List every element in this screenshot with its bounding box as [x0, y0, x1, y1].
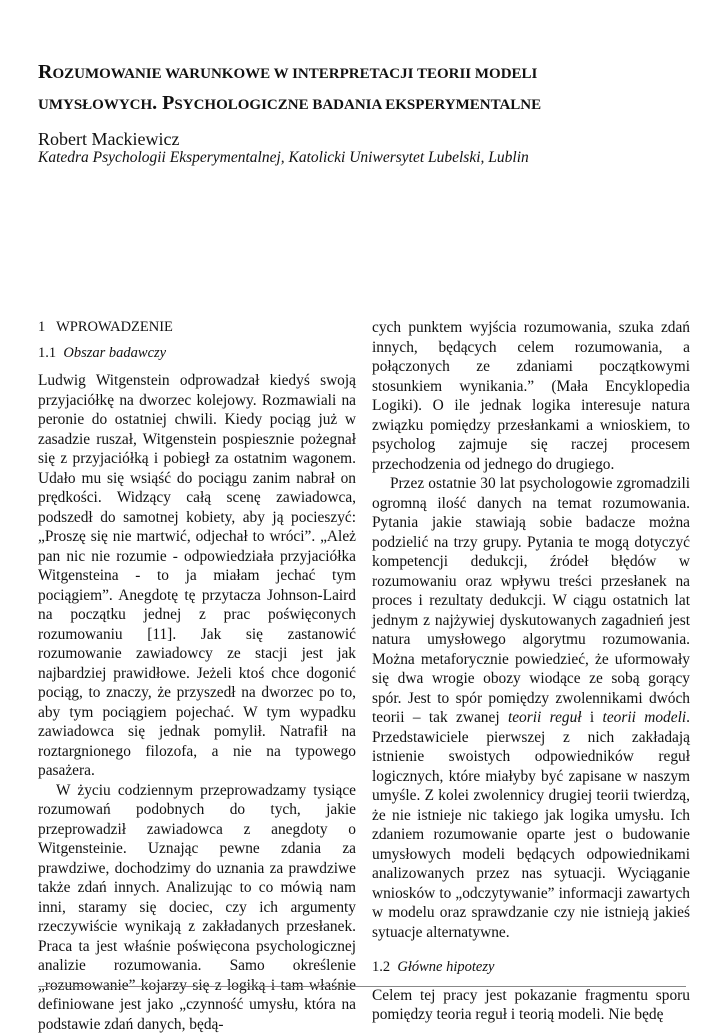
paragraph: Celem tej pracy jest pokazanie fragmentu sporu pomiędzy teoria reguł i teorią modeli. Nie będę: [372, 986, 690, 1025]
footer-rule: [38, 986, 686, 987]
paragraph: cych punktem wyjścia rozumowania, szuka zdań innych, będących celem rozumowania, a połączonych ze zdaniami początkowymi stosunkiem wynikania.” (Mała Encyklopedia Logiki). O ile jednak logika interesuje natura związku pomiędzy przesłankami a wnioskiem, to psycholog zajmuje się raczej procesem przechodzenia od jednego do drugiego.: [372, 318, 690, 474]
title-line-2: UMYSŁOWYCH. PSYCHOLOGICZNE BADANIA EKSPERYMENTALNE: [38, 92, 541, 114]
paragraph: Przez ostatnie 30 lat psychologowie zgromadzili ogromną ilość danych na temat rozumowania. Pytania jakie stawiają sobie badacze można podzielić na trzy grupy. Pytania te mogą dotyczyć kompetencji dedukcji, źródeł błędów w rozumowaniu oraz wpływu treści przesłanek na proces i rezultaty dedukcji. W ciągu ostatnich lat jednym z najżywiej dyskutowanych zagadnień jest natura umysłowego algorytmu rozumowania. Można metaforycznie powiedzieć, że uformowały się dwa wrogie obozy wiodące ze sobą gorący spór. Jest to spór pomiędzy zwolennikami dwóch teorii – tak zwanej teorii reguł i teorii modeli. Przedstawiciele pierwszej z nich zakładają istnienie swoistych odpowiedników reguł logicznych, które miałyby być zapisane w naszym umyśle. Z kolei zwolennicy drugiej teorii twierdzą, że nie istnieje nic takiego jak logika umysłu. Ich zdaniem rozumowanie oparte jest o budowanie umysłowych modeli będących odpowiednikami analizowanych przez nas sytuacji. Wyciąganie wniosków to „odczytywanie” informacji zawartych w modelu oraz sprawdzanie czy nie istnieją jakieś sytuacje alternatywne.: [372, 474, 690, 942]
section-heading: 1 WPROWADZENIE: [38, 318, 356, 338]
paper-title: [38, 58, 678, 120]
author-name: Robert Mackiewicz: [38, 128, 179, 150]
right-column: [372, 318, 690, 1025]
paragraph: Ludwig Witgenstein odprowadzał kiedyś swoją przyjaciółkę na dworzec kolejowy. Rozmawiali na peronie do ostatniej chwili. Kiedy pociąg już w zasadzie ruszał, Witgenstein pospiesznie pożegnał się z przyjaciółką i pobiegł za ostatnim wagonem. Udało mu się wsiąść do pociągu zanim nabrał on prędkości. Widzący całą scenę zawiadowca, podszedł do samotnej kobiety, aby ją pocieszyć: „Proszę się nie martwić, odjechał to wróci”. „Ależ pan nic nie rozumie - odpowiedziała przyjaciółka Witgensteina - to ja miałam jechać tym pociągiem”. Anegdotę tę przytacza Johnson-Laird na początku jednej z prac poświęconych rozumowaniu [11]. Jak się zastanowić rozumowanie zawiadowcy ze stacji jest jak najbardziej prawidłowe. Jeżeli ktoś chce dogonić pociąg, to znaczy, że przyszedł na dworzec po to, aby tym pociągiem pojechać. W tym wypadku zawiadowca się jednak pomylił. Natrafił na roztargnionego filozofa, a nie na typowego pasażera.: [38, 371, 356, 781]
left-column: [38, 318, 356, 1034]
author-affiliation: Katedra Psychologii Eksperymentalnej, Katolicki Uniwersytet Lubelski, Lublin: [38, 148, 529, 168]
subsection-heading-1-1: 1.1 Obszar badawczy: [38, 344, 356, 364]
paragraph: W życiu codziennym przeprowadzamy tysiące rozumowań podobnych do tych, jakie przeprowadził zawiadowca z anegdoty o Witgensteinie. Uznając pewne zdania za prawdziwe, dochodzimy do uznania za prawdziwe także zdań innych. Analizując to co mówią nam inni, staramy się dociec, czy ich argumenty rzeczywiście wynikają z zakładanych przesłanek. Praca ta jest właśnie poświęcona psychologicznej analizie rozumowania. Samo określenie „rozumowanie” kojarzy się z logiką i tam właśnie definiowane jest jako „czynność umysłu, która na podstawie zdań danych, będą-: [38, 781, 356, 1034]
title-line-1: ROZUMOWANIE WARUNKOWE W INTERPRETACJI TEORII MODELI: [38, 61, 537, 83]
subsection-heading-1-2: 1.2 Główne hipotezy: [372, 958, 690, 978]
